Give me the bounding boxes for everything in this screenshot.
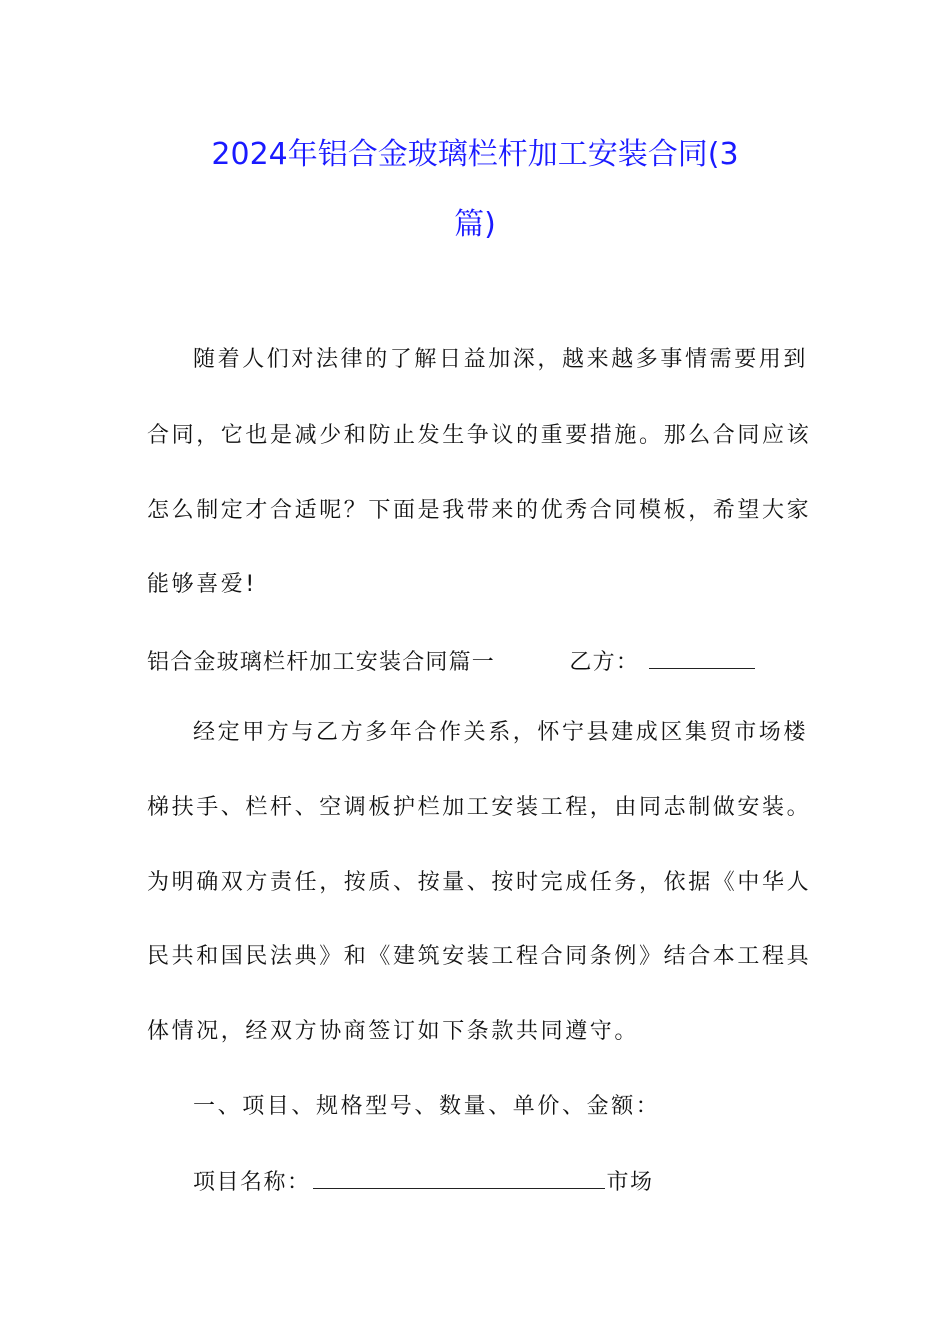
body-paragraph-line: 民共和国民法典》和《建筑安装工程合同条例》结合本工程具 [147,944,812,969]
party-b-label: 乙方： [569,650,640,675]
project-name-row [193,1170,654,1194]
document-title-line-2: 篇) [454,207,496,242]
document-title-line-1: 2024年铝合金玻璃栏杆加工安装合同(3 [211,137,739,172]
body-paragraph-line: 经定甲方与乙方多年合作关系，怀宁县建成区集贸市场楼 [193,720,809,745]
intro-paragraph-line: 随着人们对法律的了解日益加深，越来越多事情需要用到 [193,347,809,372]
section-heading [147,650,757,674]
project-name-blank [313,1170,605,1189]
body-paragraph-line: 梯扶手、栏杆、空调板护栏加工安装工程，由同志制做安装。 [147,795,812,820]
project-name-label: 项目名称： [193,1170,311,1195]
body-paragraph-line: 为明确双方责任，按质、按量、按时完成任务，依据《中华人 [147,870,812,895]
intro-paragraph-line: 合同，它也是减少和防止发生争议的重要措施。那么合同应该 [147,423,812,448]
intro-paragraph-line: 怎么制定才合适呢？下面是我带来的优秀合同模板，希望大家 [147,498,812,523]
intro-paragraph-line: 能够喜爱! [147,572,257,597]
party-b-blank [649,650,755,669]
clause-1-heading: 一、项目、规格型号、数量、单价、金额： [193,1094,661,1119]
body-paragraph-line: 体情况，经双方协商签订如下条款共同遵守。 [147,1019,640,1044]
project-name-suffix: 市场 [606,1170,654,1195]
contract-name: 铝合金玻璃栏杆加工安装合同篇一 [147,650,496,675]
